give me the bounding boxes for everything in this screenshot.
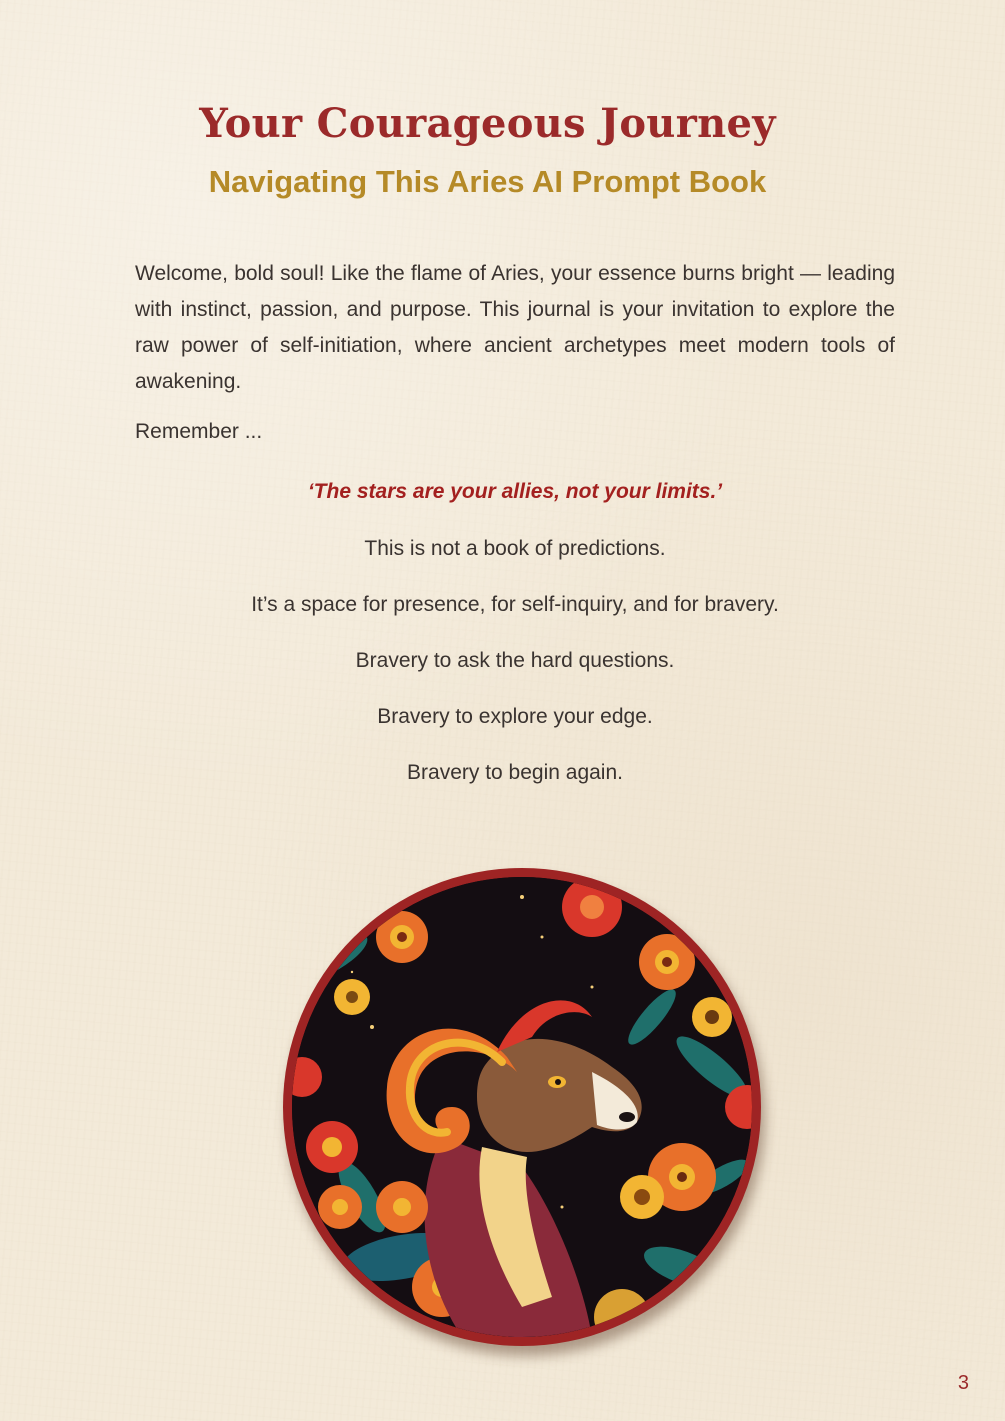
intro-paragraph: Welcome, bold soul! Like the flame of Aries, your essence burns bright — leading with instinct, passion, and purpose. This journal is your invitation to explore the raw power of self-initiation, where ancient archetypes meet modern tools of awakening.: [135, 262, 895, 393]
ram-nose: [619, 1112, 635, 1122]
line-space: It’s a space for presence, for self-inquiry, and for bravery.: [251, 593, 779, 616]
line-explore-edge: Bravery to explore your edge.: [377, 705, 653, 728]
ram-medallion: [283, 868, 761, 1346]
remember-line: Remember ...: [135, 420, 263, 443]
page-number: 3: [957, 1372, 969, 1394]
line-begin-again: Bravery to begin again.: [407, 761, 623, 784]
quote-line: ‘The stars are your allies, not your limits.’: [307, 480, 723, 503]
line-hard-questions: Bravery to ask the hard questions.: [355, 649, 675, 672]
ram-illustration-svg: [292, 877, 752, 1337]
page-subtitle: Navigating This Aries AI Prompt Book: [208, 164, 767, 199]
ram-illustration: [292, 877, 752, 1337]
page-title: Your Courageous Journey: [199, 100, 776, 147]
line-predictions: This is not a book of predictions.: [364, 537, 666, 560]
